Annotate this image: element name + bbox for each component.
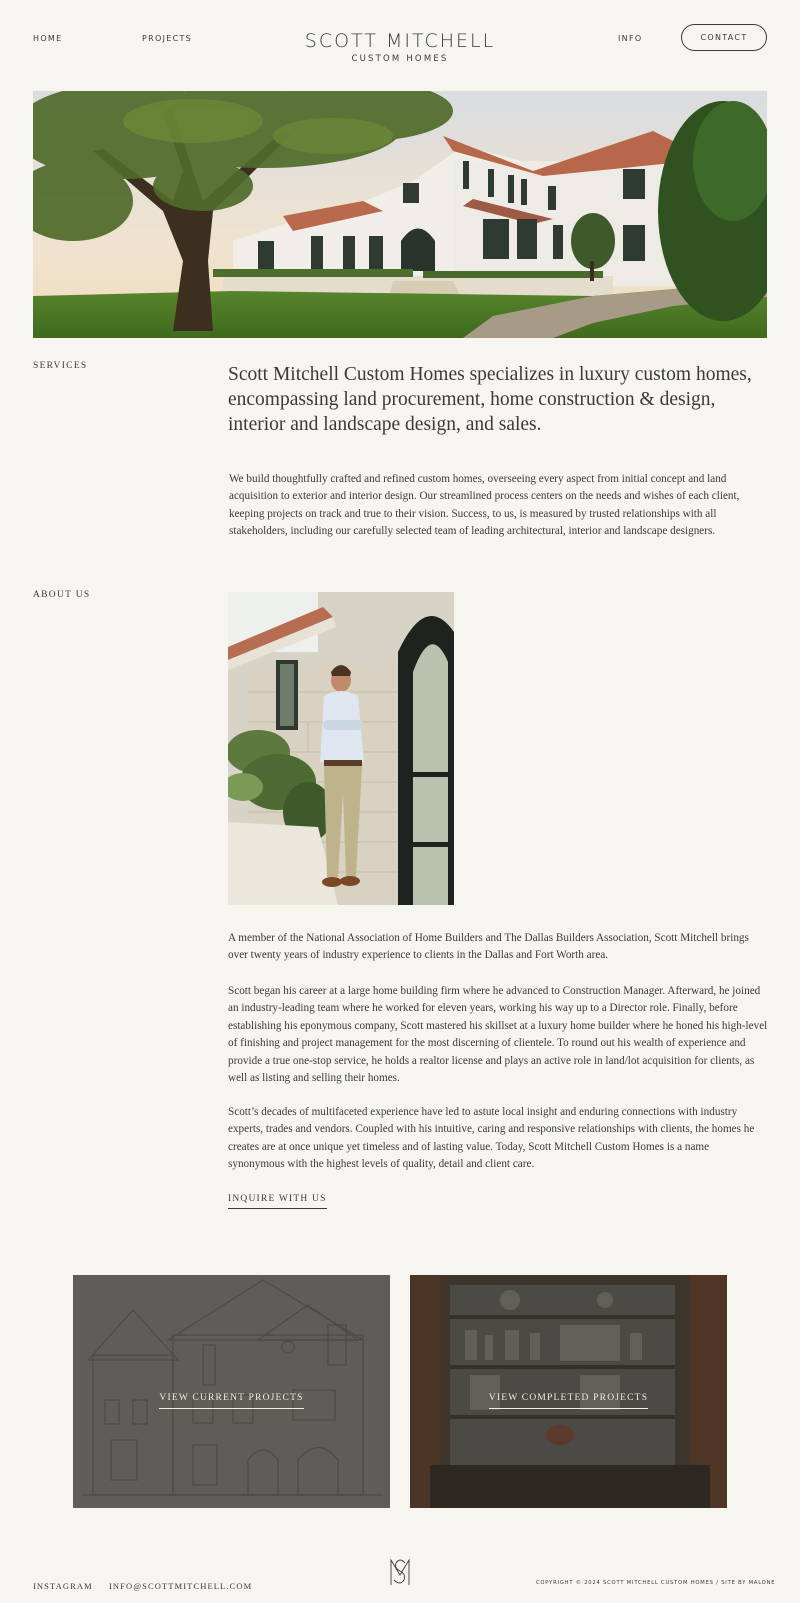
current-projects-link[interactable]: VIEW CURRENT PROJECTS [159,1393,303,1409]
inquire-link[interactable]: INQUIRE WITH US [228,1194,327,1209]
brand-tagline: CUSTOM HOMES [351,54,449,64]
about-paragraph-1: A member of the National Association of Home Builders and The Dallas Builders Association, Scott Mitchell brings over twenty years of industry experience to clients in the Dallas and Fort Worth area. [228,932,749,962]
about-paragraph-2: Scott began his career at a large home building firm where he advanced to Construction Manager. Afterward, he joined an industry-leading team where he worked for eleven years, working his way up to a Director role. Finally, before establishing his eponymous company, Scott mastered his skillset at a luxury home builder where he honed his high-level of finishing and project management for the most discerning of clientele. To round out his wealth of experience and provide a true one-stop service, he holds a realtor license and plays an active role in land/lot acquisition for clients, as well as listing and selling their homes. [228,985,768,1085]
completed-projects-label[interactable] [410,1387,727,1409]
brand-name: SCOTT MITCHELL [304,30,496,52]
portrait-illustration [228,592,454,905]
hero-image [33,91,767,338]
services-body: We build thoughtfully crafted and refined custom homes, overseeing every aspect from initial concept and land acquisition to exterior and interior design. Our streamlined process centers on the needs and wishes of each client, keeping projects on track and true to their vision. Success, to us, is measured by trusted relationships with all stakeholders, including our carefully selected team of leading architectural, interior and landscape designers. [229,473,740,538]
monogram-logo[interactable] [388,1555,412,1587]
services-label: SERVICES [33,361,88,371]
portrait-image [228,592,454,905]
hero-house-illustration [33,91,767,338]
about-label: ABOUT US [33,590,91,600]
copyright-text: COPYRIGHT © 2024 SCOTT MITCHELL CUSTOM HOMES / SITE BY MALONE [536,1580,776,1586]
brand-logo[interactable] [290,30,510,64]
sm-monogram-icon [388,1555,412,1587]
completed-projects-card[interactable] [410,1275,727,1508]
nav-home-link[interactable]: HOME [33,34,63,43]
about-paragraph-3: Scott’s decades of multifaceted experience have led to astute local insight and enduring connections with industry experts, trades and vendors. Coupled with his intuitive, caring and responsive relationships with clients, the homes he creates are at once unique yet timeless and of lasting value. Today, Scott Mitchell Custom Homes is a name synonymous with the highest levels of quality, detail and client care. [228,1106,755,1171]
current-projects-label[interactable] [73,1387,390,1409]
nav-info-link[interactable]: INFO [618,34,643,43]
contact-button[interactable]: CONTACT [681,24,767,51]
email-link[interactable]: INFO@SCOTTMITCHELL.COM [109,1581,253,1591]
current-projects-card[interactable] [73,1275,390,1508]
services-lead: Scott Mitchell Custom Homes specializes in luxury custom homes, encompassing land procurement, home construction & design, interior and landscape design, and sales. [228,364,752,435]
instagram-link[interactable]: INSTAGRAM [33,1581,93,1591]
completed-projects-link[interactable]: VIEW COMPLETED PROJECTS [489,1393,648,1409]
nav-projects-link[interactable]: PROJECTS [142,34,193,43]
